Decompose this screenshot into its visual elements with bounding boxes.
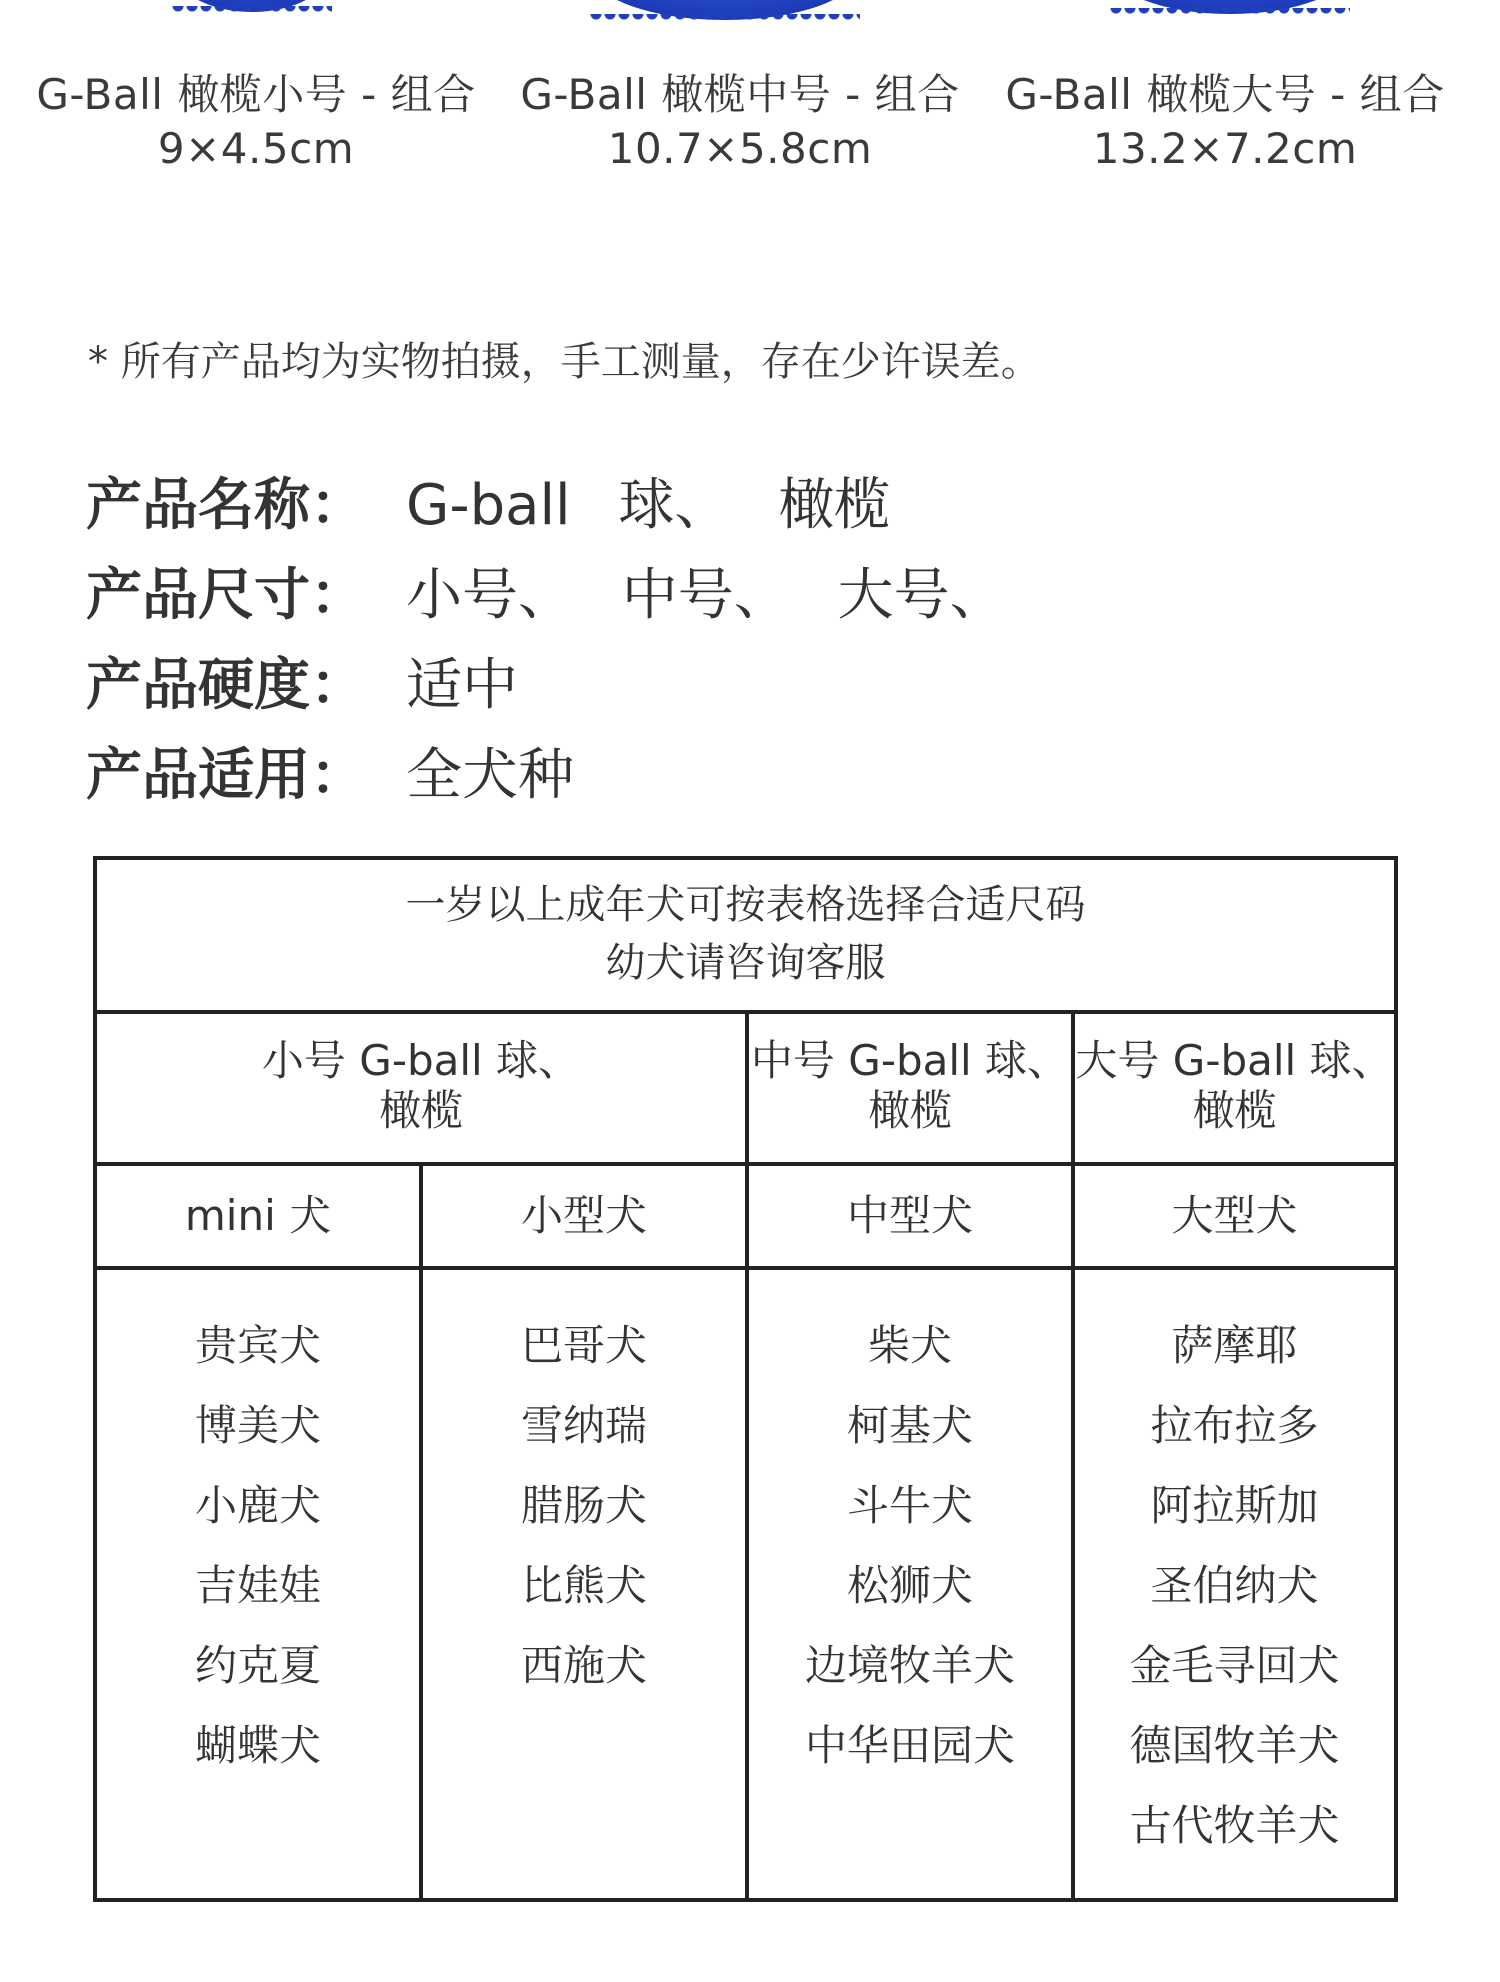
product-caption-small [16, 68, 496, 176]
table-group-header-small [97, 1014, 745, 1162]
breed-item: 拉布拉多 [1150, 1401, 1319, 1450]
spec-label: 产品名称： [86, 473, 366, 538]
breed-item: 阿拉斯加 [1150, 1481, 1319, 1530]
breed-item: 圣伯纳犬 [1150, 1561, 1319, 1610]
breed-item: 边境牧羊犬 [804, 1641, 1015, 1690]
dog-type-header: 小型犬 [520, 1191, 647, 1240]
dog-type-header: mini 犬 [184, 1191, 332, 1240]
spec-value: 适中 [406, 653, 518, 718]
product-size: 10.7×5.8cm [607, 124, 873, 173]
product-title: G-Ball 橄榄大号 - 组合 [1005, 70, 1445, 119]
breed-item: 约克夏 [194, 1641, 321, 1690]
table-group-header-medium [749, 1014, 1071, 1162]
breed-item: 小鹿犬 [194, 1481, 321, 1530]
breed-item: 贵宾犬 [194, 1321, 321, 1370]
product-image-small [172, 0, 332, 12]
table-group-header-large [1075, 1014, 1394, 1162]
breed-item: 柴犬 [867, 1321, 952, 1370]
product-caption-large [985, 68, 1465, 176]
breed-item: 古代牧羊犬 [1129, 1801, 1340, 1850]
table-note [97, 860, 1394, 1010]
spec-label: 产品适用： [86, 743, 366, 808]
breed-item: 比熊犬 [520, 1561, 647, 1610]
breed-item: 雪纳瑞 [520, 1401, 647, 1450]
breed-item: 中华田园犬 [804, 1721, 1015, 1770]
group-header-line: 橄榄 [1192, 1086, 1277, 1135]
product-image-medium [590, 0, 860, 20]
group-header-line: 橄榄 [378, 1086, 463, 1135]
breed-item: 蝴蝶犬 [194, 1721, 321, 1770]
group-header-line: 小号 G-ball 球、 [261, 1036, 581, 1085]
table-divider [745, 1010, 749, 1898]
group-header-line: 中号 G-ball 球、 [750, 1036, 1070, 1085]
spec-value: 全犬种 [406, 743, 574, 808]
breed-item: 西施犬 [520, 1641, 647, 1690]
breed-item: 斗牛犬 [846, 1481, 973, 1530]
breed-item: 巴哥犬 [520, 1321, 647, 1370]
product-size: 9×4.5cm [157, 124, 355, 173]
product-title: G-Ball 橄榄小号 - 组合 [36, 70, 476, 119]
breed-list-medium [749, 1270, 1071, 1898]
product-title: G-Ball 橄榄中号 - 组合 [520, 70, 960, 119]
product-image-large [1110, 0, 1350, 14]
table-divider [1071, 1010, 1075, 1898]
dog-type-header: 中型犬 [846, 1191, 973, 1240]
table-note-line: 幼犬请咨询客服 [605, 940, 886, 986]
spec-value: G-ball 球、 橄榄 [406, 473, 891, 538]
breed-item: 柯基犬 [846, 1401, 973, 1450]
group-header-line: 橄榄 [867, 1086, 952, 1135]
breed-item: 博美犬 [194, 1401, 321, 1450]
table-note-line: 一岁以上成年犬可按表格选择合适尺码 [405, 882, 1086, 928]
product-size: 13.2×7.2cm [1092, 124, 1358, 173]
breed-list-mini [97, 1270, 419, 1898]
size-chart-table [93, 856, 1398, 1902]
spec-row-name [86, 466, 890, 546]
breed-item: 萨摩耶 [1171, 1321, 1298, 1370]
dog-type-header: 大型犬 [1171, 1191, 1298, 1240]
breed-item: 腊肠犬 [520, 1481, 647, 1530]
spec-label: 产品尺寸： [86, 563, 366, 628]
breed-item: 德国牧羊犬 [1129, 1721, 1340, 1770]
breed-list-small [423, 1270, 745, 1898]
breed-item: 金毛寻回犬 [1129, 1641, 1340, 1690]
spec-row-suitable [86, 736, 574, 816]
spec-value: 小号、 中号、 大号、 [406, 563, 1006, 628]
product-caption-medium [500, 68, 980, 176]
table-divider [419, 1162, 423, 1898]
group-header-line: 大号 G-ball 球、 [1075, 1036, 1394, 1085]
spec-row-size [86, 556, 1006, 636]
breed-item: 松狮犬 [846, 1561, 973, 1610]
breed-item: 吉娃娃 [194, 1561, 321, 1610]
breed-list-large [1075, 1270, 1394, 1898]
spec-row-hardness [86, 646, 518, 726]
measurement-disclaimer: * 所有产品均为实物拍摄，手工测量，存在少许误差。 [88, 339, 1041, 385]
spec-label: 产品硬度： [86, 653, 366, 718]
